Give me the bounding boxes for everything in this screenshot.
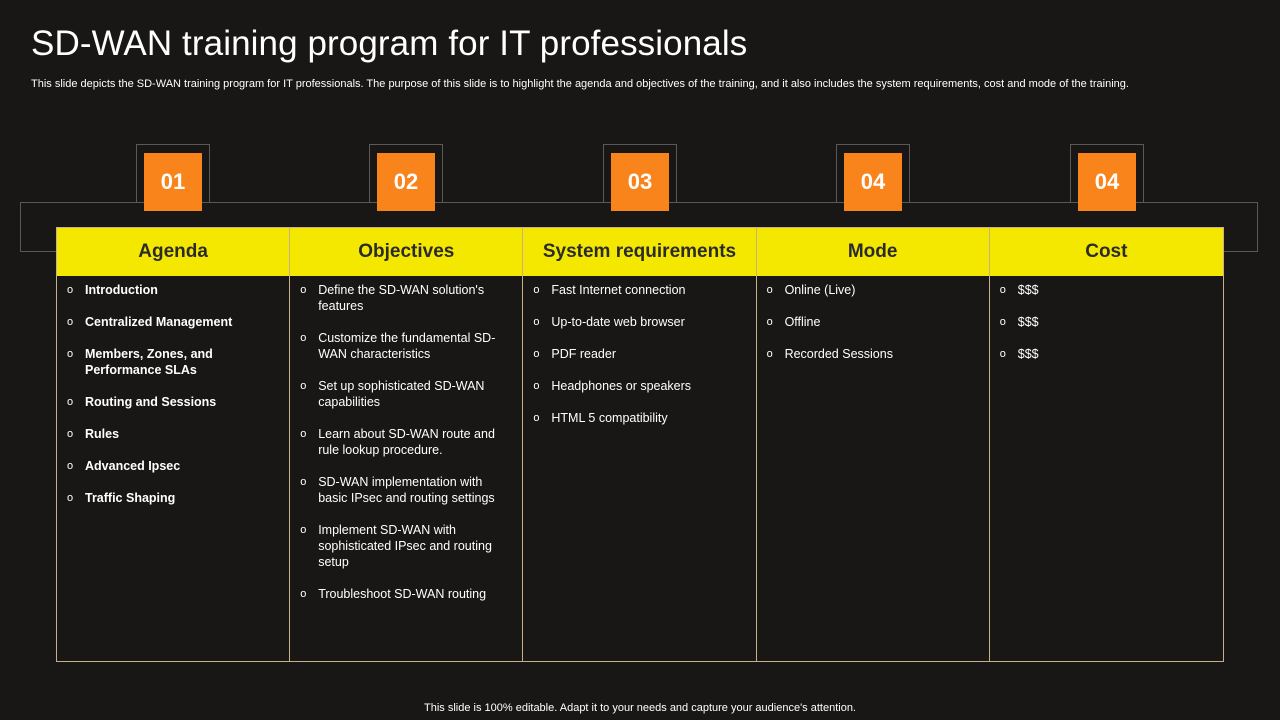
number-frame-2: [369, 144, 443, 202]
column-body-agenda: [57, 276, 289, 661]
bullet-icon: o: [67, 428, 74, 440]
column-cost: [990, 228, 1223, 661]
bullet-icon: o: [300, 332, 307, 344]
list-item: o Offline: [766, 315, 821, 329]
column-header-agenda: Agenda: [57, 228, 289, 276]
bullet-icon: o: [766, 348, 773, 360]
list-item: o Implement SD-WAN with sophisticated IPsec and routing setup: [300, 523, 492, 569]
list-item: o $$$: [999, 347, 1039, 361]
bullet-icon: o: [999, 348, 1006, 360]
column-mode: [757, 228, 990, 661]
slide-footer: This slide is 100% editable. Adapt it to your needs and capture your audience's attention.: [424, 702, 856, 714]
list-item: o Fast Internet connection: [533, 283, 686, 297]
number-frame-5: [1070, 144, 1144, 202]
bullet-icon: o: [67, 460, 74, 472]
column-header-system-requirements: System requirements: [523, 228, 755, 276]
list-item: o Advanced Ipsec: [67, 459, 181, 473]
number-frame-3: [603, 144, 677, 202]
list-item: o Headphones or speakers: [533, 379, 692, 393]
list-item: o Traffic Shaping: [67, 491, 176, 505]
bullet-icon: o: [766, 284, 773, 296]
bullet-icon: o: [999, 316, 1006, 328]
column-objectives: [290, 228, 523, 661]
bullet-icon: o: [300, 428, 307, 440]
list-item: o Troubleshoot SD-WAN routing: [300, 587, 487, 601]
list-item: o Members, Zones, and Performance SLAs: [67, 347, 213, 377]
number-badge-3: 03: [611, 153, 669, 211]
list-item: o Up-to-date web browser: [533, 315, 685, 329]
bullet-icon: o: [300, 476, 307, 488]
list-item: o Customize the fundamental SD-WAN characteristics: [300, 331, 496, 361]
column-header-mode: Mode: [757, 228, 989, 276]
number-badge-2: 02: [377, 153, 435, 211]
list-item: o Rules: [67, 427, 120, 441]
list-item: o Online (Live): [766, 283, 856, 297]
column-body-cost: [990, 276, 1223, 661]
number-frame-1: [136, 144, 210, 202]
bullet-icon: o: [533, 284, 540, 296]
bullet-icon: o: [533, 348, 540, 360]
bullet-icon: o: [67, 348, 74, 360]
bullet-icon: o: [67, 284, 74, 296]
bullet-icon: o: [67, 396, 74, 408]
bullet-icon: o: [999, 284, 1006, 296]
list-item: o HTML 5 compatibility: [533, 411, 668, 425]
column-system-requirements: [523, 228, 756, 661]
slide-subtitle: This slide depicts the SD-WAN training program for IT professionals. The purpose of this slide is to highlight the agenda and objectives of the training, and it also includes the system requirements, cost and mode of the training.: [31, 78, 1129, 90]
list-item: o SD-WAN implementation with basic IPsec and routing settings: [300, 475, 495, 505]
bullet-icon: o: [67, 316, 74, 328]
bullet-icon: o: [533, 380, 540, 392]
bullet-icon: o: [766, 316, 773, 328]
bullet-icon: o: [300, 380, 307, 392]
column-header-objectives: Objectives: [290, 228, 522, 276]
bullet-icon: o: [533, 412, 540, 424]
bullet-icon: o: [533, 316, 540, 328]
list-item: o $$$: [999, 283, 1039, 297]
list-item: o Routing and Sessions: [67, 395, 217, 409]
list-item: o Learn about SD-WAN route and rule lookup procedure.: [300, 427, 495, 457]
column-header-cost: Cost: [990, 228, 1223, 276]
column-agenda: [57, 228, 290, 661]
bullet-icon: o: [67, 492, 74, 504]
list-item: o Set up sophisticated SD-WAN capabilities: [300, 379, 485, 409]
bullet-icon: o: [300, 524, 307, 536]
bullet-icon: o: [300, 284, 307, 296]
bullet-icon: o: [300, 588, 307, 600]
list-item: o Introduction: [67, 283, 158, 297]
list-item: o Define the SD-WAN solution's features: [300, 283, 485, 313]
training-table: [56, 227, 1224, 662]
number-badge-4: 04: [844, 153, 902, 211]
number-badge-5: 04: [1078, 153, 1136, 211]
column-body-mode: [757, 276, 989, 661]
list-item: o PDF reader: [533, 347, 616, 361]
slide-title: SD-WAN training program for IT professionals: [31, 24, 748, 63]
list-item: o Centralized Management: [67, 315, 233, 329]
number-frame-4: [836, 144, 910, 202]
list-item: o Recorded Sessions: [766, 347, 893, 361]
list-item: o $$$: [999, 315, 1039, 329]
column-body-objectives: [290, 276, 522, 661]
column-body-system-requirements: [523, 276, 755, 661]
number-badge-1: 01: [144, 153, 202, 211]
